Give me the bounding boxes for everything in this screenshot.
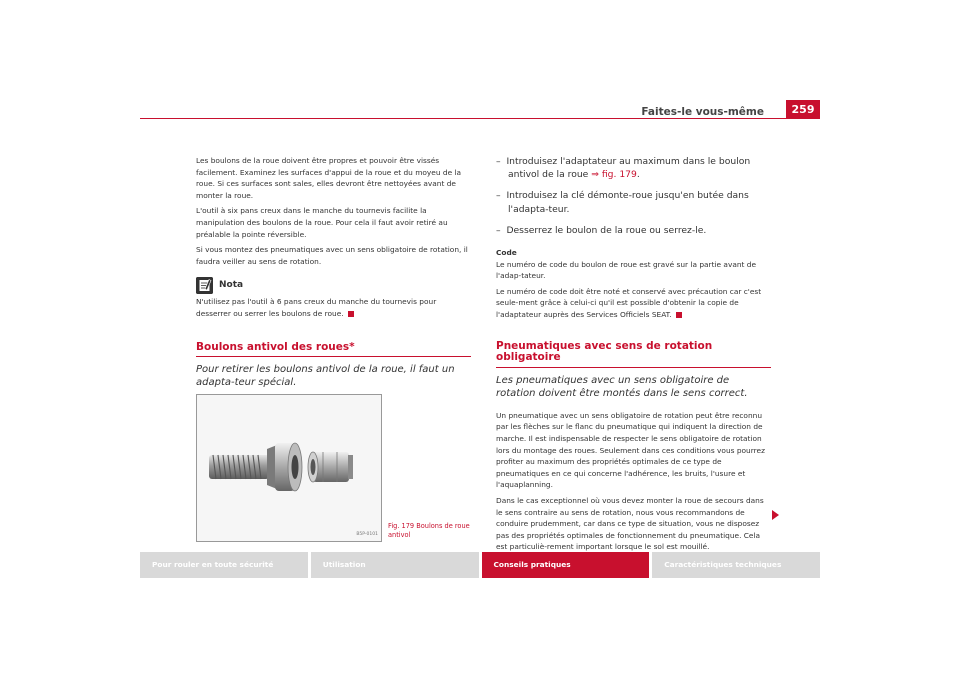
paragraph: Les boulons de la roue doivent être propres et pouvoir être vissés facilement. Examinez les surfaces d'appui de la roue et du moyeu de la roue. Si ces surfaces sont sales, elles devront être nettoyées avant de monter la roue. xyxy=(196,156,462,200)
header-divider xyxy=(140,118,820,119)
paragraph: L'outil à six pans creux dans le manche du tournevis facilite la manipulation des boulons de la roue. Pour cela il faut avoir retiré au préalable la pointe réversible. xyxy=(196,206,448,239)
page-number: 259 xyxy=(786,100,820,119)
end-of-section-mark xyxy=(348,311,354,317)
note-label: Nota xyxy=(219,280,244,291)
footer-navigation xyxy=(140,552,820,578)
wheel-bolt-illustration xyxy=(197,395,381,541)
page-header-title: Faites-le vous-même xyxy=(641,106,764,118)
footer-tab-practical-tips[interactable]: Conseils pratiques xyxy=(482,552,650,578)
figure-link[interactable]: ⇒ fig. 179 xyxy=(591,169,637,181)
left-column xyxy=(196,155,471,389)
paragraph: Le numéro de code doit être noté et conservé avec précaution car c'est seule-ment grâce à celui-ci qu'il est possible d'obtenir la copie de l'adaptateur auprès des Services Officiels SEAT. xyxy=(496,286,762,319)
paragraph: Le numéro de code du boulon de roue est gravé sur la partie avant de l'adap-tateur. xyxy=(496,259,757,281)
paragraph: Un pneumatique avec un sens obligatoire de rotation peut être reconnu par les flèches sur le flanc du pneumatique qui indiquent la direction de marche. Il est indispensable de respecter le sens obligatoire de rotation lors du montage des roues. Seulement dans ces conditions vous pourrez profiter au maximum des propriétés optimales de ce type de pneumatiques en ce qui concerne l'adhérence, les bruits, l'usure et l'aquaplanning. xyxy=(496,410,765,490)
section-title: Pneumatiques avec sens de rotation obligatoire xyxy=(496,341,771,368)
paragraph: Si vous montez des pneumatiques avec un sens obligatoire de rotation, il faudra veiller au sens de rotation. xyxy=(196,245,468,266)
figure-code: B5P-0101 xyxy=(356,532,378,537)
section-title: Boulons antivol des roues* xyxy=(196,342,471,358)
end-of-section-mark xyxy=(676,312,682,318)
section-subtitle: Pour retirer les boulons antivol de la roue, il faut un adapta-teur spécial. xyxy=(196,364,455,389)
footer-tab-technical-data[interactable]: Caractéristiques techniques xyxy=(652,552,820,578)
figure-image xyxy=(196,394,382,542)
next-page-arrow-icon[interactable] xyxy=(772,510,779,520)
instruction-step: – Desserrez le boulon de la roue ou serrez-le. xyxy=(496,224,707,236)
code-heading: Code xyxy=(496,248,517,258)
note-text: N'utilisez pas l'outil à 6 pans creux du manche du tournevis pour desserrer ou serrer les boulons de roue. xyxy=(196,297,437,318)
right-column xyxy=(496,155,771,557)
note-header xyxy=(196,277,471,294)
note-icon xyxy=(196,277,213,294)
footer-tab-operation[interactable]: Utilisation xyxy=(311,552,479,578)
section-subtitle: Les pneumatiques avec un sens obligatoire de rotation doivent être montés dans le sens correct. xyxy=(496,374,748,399)
figure-caption: Fig. 179 Boulons de roue antivol xyxy=(388,522,470,539)
instruction-step: – Introduisez l'adaptateur au maximum dans le boulon antivol de la roue ⇒ fig. 179. xyxy=(496,156,751,181)
paragraph: Dans le cas exceptionnel où vous devez monter la roue de secours dans le sens contraire au sens de rotation, nous vous recommandons de conduire prudemment, car dans ce type de situation, vous ne disposez pas des propriétés optimales de fonctionnement du pneumatique. Cela est particuliè-rement important lorsque le sol est mouillé. xyxy=(496,495,764,552)
footer-tab-safety[interactable]: Pour rouler en toute sécurité xyxy=(140,552,308,578)
instruction-step: – Introduisez la clé démonte-roue jusqu'en butée dans l'adapta-teur. xyxy=(496,190,749,215)
